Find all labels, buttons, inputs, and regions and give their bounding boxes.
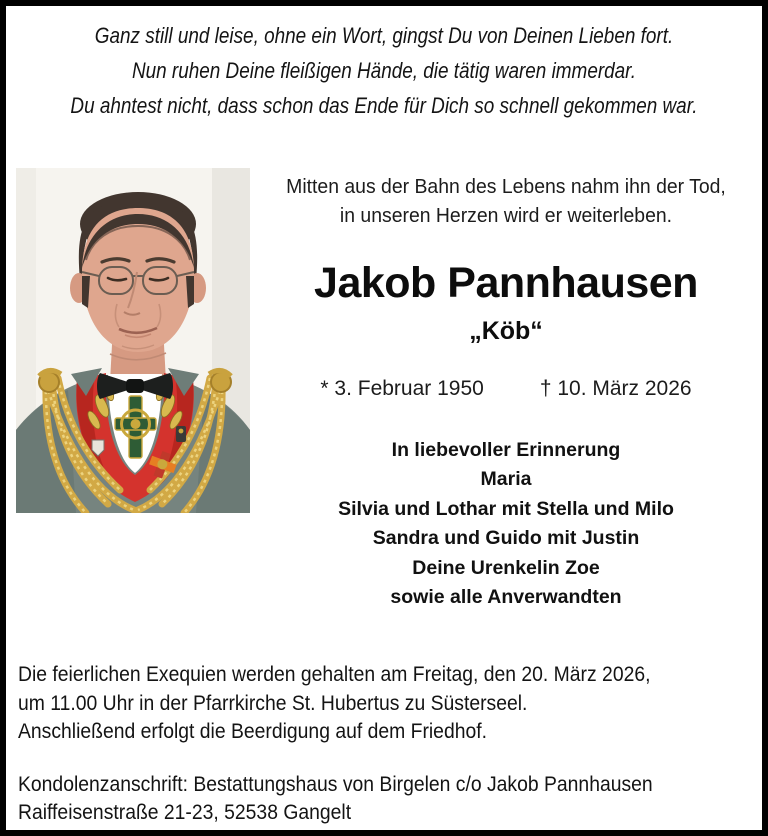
funeral-line: Die feierlichen Exequien werden gehalten am Freitag, den 20. März 2026,	[18, 662, 651, 686]
deceased-portrait-photo	[16, 168, 250, 513]
mourner-line: Silvia und Lothar mit Stella und Milo	[338, 497, 674, 520]
mourners-heading: In liebevoller Erinnerung	[391, 439, 621, 461]
deceased-nickname: „Köb“	[469, 317, 543, 345]
verse-line: Nun ruhen Deine fleißigen Hände, die tätig waren immerdar.	[131, 58, 637, 83]
intro-line: Mitten aus der Bahn des Lebens nahm ihn der Tod,	[286, 176, 726, 198]
birth-date: * 3. Februar 1950	[320, 377, 484, 400]
deceased-name: Jakob Pannhausen	[314, 259, 698, 307]
verse-line: Du ahntest nicht, dass schon das Ende für Dich so schnell gekommen war.	[70, 93, 698, 118]
life-dates	[258, 376, 754, 402]
funeral-details	[18, 660, 721, 746]
death-date: † 10. März 2026	[539, 377, 692, 400]
verse-line: Ganz still und leise, ohne ein Wort, gingst Du von Deinen Lieben fort.	[94, 23, 674, 48]
mourner-line: sowie alle Anverwandten	[390, 586, 622, 609]
condolence-line: Kondolenzanschrift: Bestattungshaus von Birgelen c/o Jakob Pannhausen	[18, 772, 653, 796]
intro-text	[258, 173, 754, 231]
mourners-block	[258, 436, 754, 612]
memorial-verse	[6, 18, 762, 123]
intro-line: in unseren Herzen wird er weiterleben.	[339, 205, 673, 227]
condolence-line: Raiffeisenstraße 21-23, 52538 Gangelt	[18, 800, 352, 824]
mourner-line: Sandra und Guido mit Justin	[372, 527, 640, 550]
mourner-line: Maria	[480, 468, 532, 491]
funeral-line: Anschließend erfolgt die Beerdigung auf dem Friedhof.	[18, 719, 487, 743]
mourner-line: Deine Urenkelin Zoe	[412, 556, 600, 579]
condolence-address	[18, 770, 723, 826]
portrait-illustration	[16, 168, 250, 513]
funeral-line: um 11.00 Uhr in der Pfarrkirche St. Hubertus zu Süsterseel.	[18, 690, 528, 715]
